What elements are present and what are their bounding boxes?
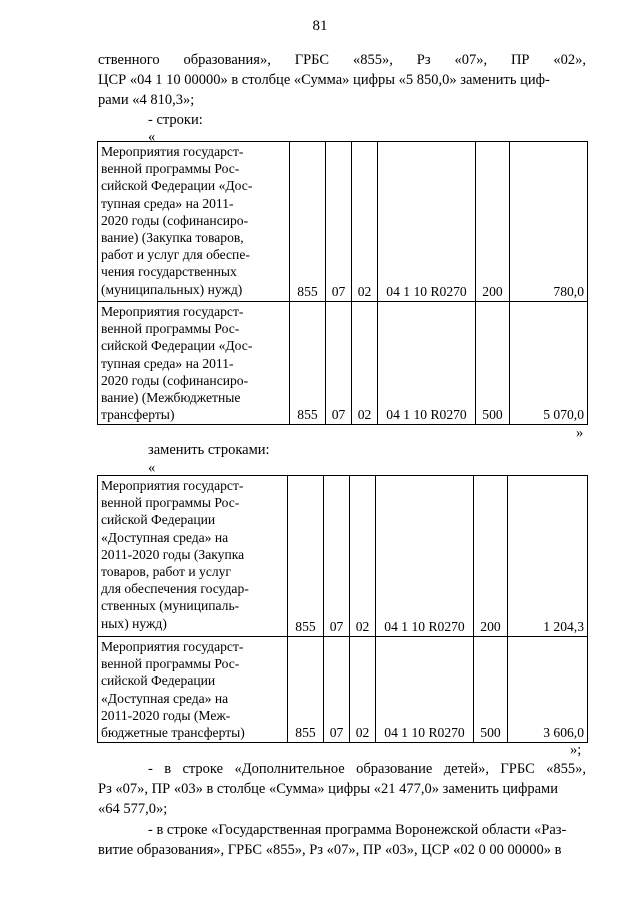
word: строке (182, 761, 224, 777)
intro-paragraph (98, 50, 586, 110)
children-education-paragraph (98, 759, 586, 819)
word: ПР (510, 52, 530, 68)
word: образования», (183, 52, 271, 68)
sum-cell: 5 070,0 (510, 302, 588, 425)
vr-cell: 200 (476, 142, 510, 302)
csr-cell: 04 1 10 R0270 (376, 637, 474, 743)
rz-cell: 07 (324, 637, 350, 743)
replace-label: заменить строками: (148, 442, 270, 458)
word: - в (148, 761, 172, 777)
vr-cell: 500 (476, 302, 510, 425)
sum-cell: 3 606,0 (508, 637, 588, 743)
intro-line-3: рами «4 810,3»; (98, 92, 195, 108)
row-name-cell: Мероприятия государст- венной программы Рос- сийской Федерации «Дос- тупная среда» на 2011- 2020 годы (софинансиро- вание) (Закупка товаров, работ и услуг для обеспе- чения государственных (муниципальных) нужд) (98, 142, 290, 302)
program-paragraph (98, 820, 586, 860)
word: детей», (443, 761, 489, 777)
intro-line-1 (98, 50, 586, 70)
pr-cell: 02 (350, 637, 376, 743)
word: «02», (553, 52, 587, 68)
csr-cell: 04 1 10 R0270 (376, 476, 474, 637)
word: «855», (546, 761, 587, 777)
program-line-2: витие образования», ГРБС «855», Рз «07», ПР «03», ЦСР «02 0 00 00000» в (98, 842, 562, 858)
rz-cell: 07 (326, 302, 352, 425)
intro-line-2: ЦСР «04 1 10 00000» в столбце «Сумма» цифры «5 850,0» заменить циф- (98, 72, 550, 88)
vr-cell: 500 (474, 637, 508, 743)
table-row (98, 302, 588, 425)
row-name-cell: Мероприятия государст- венной программы Рос- сийской Федерации «Доступная среда» на 2011-2020 годы (Закупка товаров, работ и услуг для обеспечения государ- ственных (муниципаль- ных) нужд) (98, 476, 288, 637)
program-line-1: - в строке «Государственная программа Воронежской области «Раз- (148, 822, 567, 838)
row-name-cell: Мероприятия государст- венной программы Рос- сийской Федерации «Доступная среда» на 2011-2020 годы (Меж- бюджетные трансферты) (98, 637, 288, 743)
grbs-cell: 855 (288, 476, 324, 637)
grbs-cell: 855 (290, 142, 326, 302)
grbs-cell: 855 (290, 302, 326, 425)
word: образование (356, 761, 433, 777)
rz-cell: 07 (326, 142, 352, 302)
vr-cell: 200 (474, 476, 508, 637)
word: Рз (416, 52, 431, 68)
csr-cell: 04 1 10 R0270 (378, 142, 476, 302)
children-line-1 (98, 759, 586, 779)
word: ГРБС (500, 761, 535, 777)
row-name-cell: Мероприятия государст- венной программы Рос- сийской Федерации «Дос- тупная среда» на 2011- 2020 годы (софинансиро- вание) (Межбюджетные трансферты) (98, 302, 290, 425)
rz-cell: 07 (324, 476, 350, 637)
new-rows-table (97, 475, 588, 743)
word: ственного (98, 52, 160, 68)
close-quote-semicolon: »; (570, 742, 582, 758)
rows-label: - строки: (148, 112, 203, 128)
grbs-cell: 855 (288, 637, 324, 743)
sum-cell: 780,0 (510, 142, 588, 302)
open-quote: « (148, 129, 156, 145)
word: ГРБС (294, 52, 330, 68)
sum-cell: 1 204,3 (508, 476, 588, 637)
close-quote: » (576, 425, 584, 441)
csr-cell: 04 1 10 R0270 (378, 302, 476, 425)
word: «Дополнительное (234, 761, 345, 777)
word: «07», (454, 52, 488, 68)
table-row (98, 476, 588, 637)
word: «855», (352, 52, 393, 68)
pr-cell: 02 (352, 302, 378, 425)
open-quote: « (148, 460, 156, 476)
table-row (98, 637, 588, 743)
children-line-3: «64 577,0»; (98, 801, 168, 817)
table-row (98, 142, 588, 302)
children-line-2: Рз «07», ПР «03» в столбце «Сумма» цифры «21 477,0» заменить цифрами (98, 781, 558, 797)
pr-cell: 02 (352, 142, 378, 302)
old-rows-table (97, 141, 588, 425)
pr-cell: 02 (350, 476, 376, 637)
page-number: 81 (312, 18, 328, 34)
